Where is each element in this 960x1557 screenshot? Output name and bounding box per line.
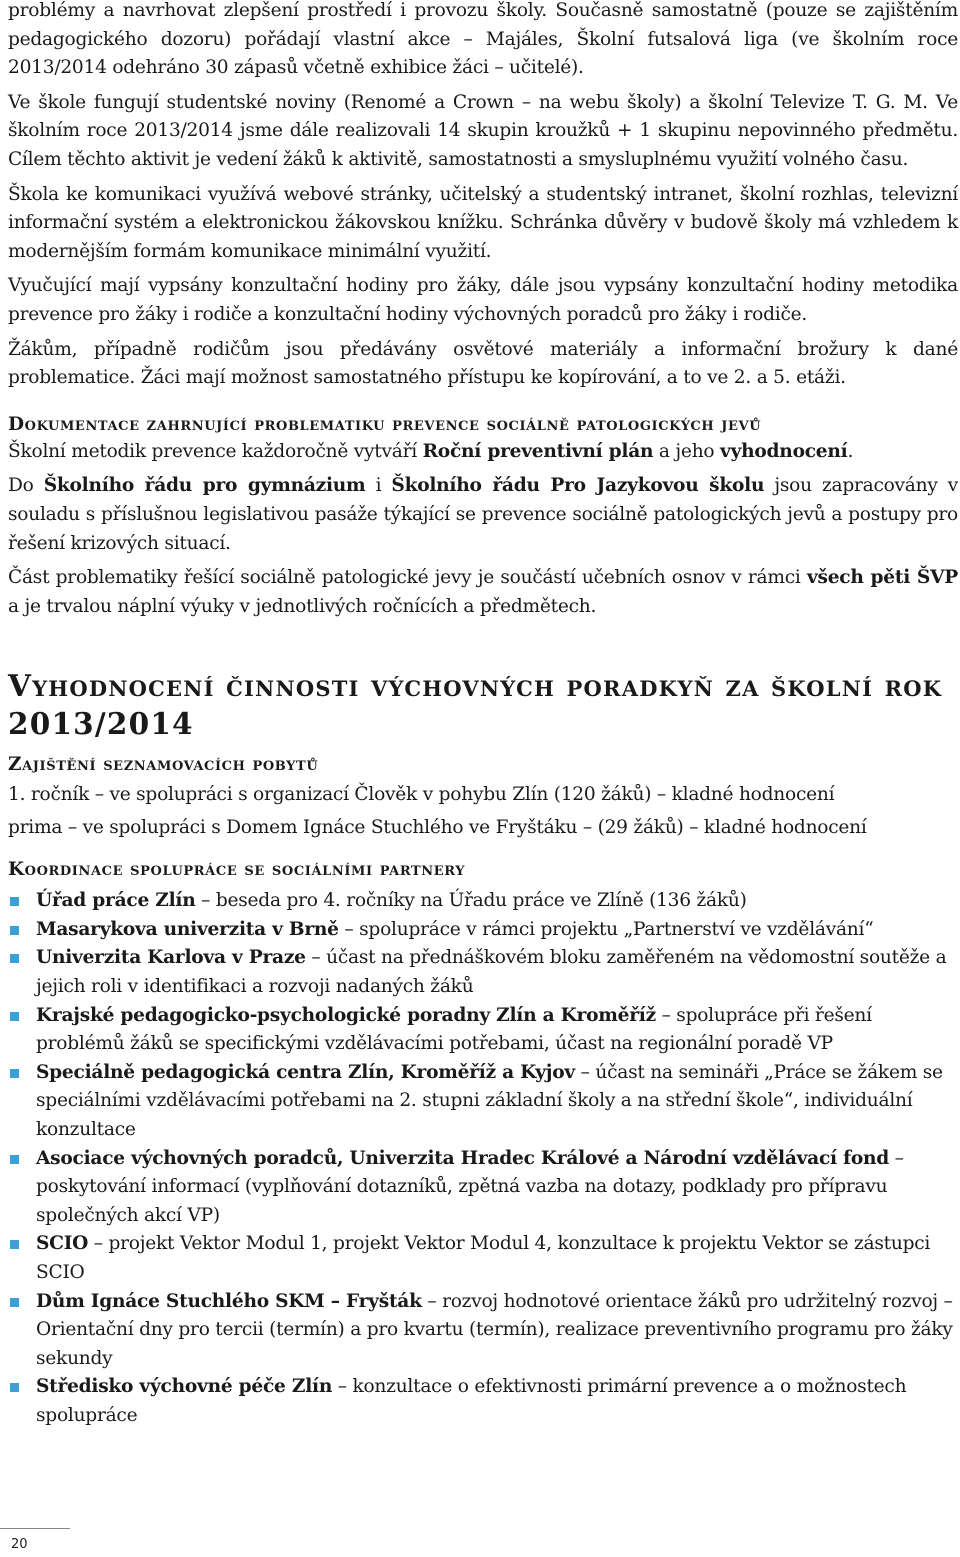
partner-name: Středisko výchovné péče Zlín: [36, 1376, 333, 1398]
documentation-paragraph-1: [8, 438, 958, 467]
stay-item: prima – ve spolupráci s Domem Ignáce Stuchlého ve Fryštáku – (29 žáků) – kladné hodnocení: [8, 817, 867, 839]
text-segment: a je trvalou náplní výuky v jednotlivých ročnících a předmětech.: [8, 595, 597, 617]
footer-divider: [0, 1528, 70, 1529]
square-bullet-icon: [10, 1012, 19, 1021]
page-number: 20: [11, 1537, 28, 1552]
square-bullet-icon: [10, 1069, 19, 1078]
bold-segment: vyhodnocení: [720, 440, 848, 462]
partner-item: [8, 887, 958, 916]
partner-description: – spolupráce v rámci projektu „Partnerství ve vzdělávání“: [338, 918, 874, 940]
intro-paragraph-2: Ve škole fungují studentské noviny (Renomé a Crown – na webu školy) a školní Televize T. G. M. Ve školním roce 2013/2014 jsme dále realizovali 14 skupin kroužků + 1 skupinu nepovinného předmětu. Cílem těchto aktivit je vedení žáků k aktivitě, samostatnosti a smysluplnému využití volného času.: [8, 91, 958, 170]
bold-segment: Školního řádu pro gymnázium: [43, 475, 366, 497]
documentation-heading: Dokumentace zahrnující problematiku prevence sociálně patologických jevů: [8, 413, 762, 435]
square-bullet-icon: [10, 1383, 19, 1392]
evaluation-heading: Vyhodnocení činnosti výchovných poradkyň za školní rok 2013/2014: [8, 668, 943, 742]
bold-segment: Školního řádu Pro Jazykovou školu: [391, 475, 765, 497]
text-segment: a jeho: [653, 440, 721, 462]
text-segment: Do: [8, 475, 44, 497]
documentation-paragraph-2: [8, 472, 958, 558]
partner-name: Speciálně pedagogická centra Zlín, Kroměříž a Kyjov: [36, 1061, 575, 1083]
text-segment: Školní metodik prevence každoročně vytváří: [8, 440, 423, 462]
partner-name: Univerzita Karlova v Praze: [36, 947, 306, 969]
partner-description: – účast na semináři „Práce se žákem se speciálními vzdělávacími potřebami na 2. stupni základní školy a na střední škole“, individuální konzultace: [36, 1061, 943, 1141]
partner-item: [8, 1230, 958, 1287]
bold-segment: Roční preventivní plán: [422, 440, 654, 462]
partner-name: Krajské pedagogicko-psychologické poradny Zlín a Kroměříž: [36, 1004, 656, 1026]
intro-paragraph-5: Žákům, případně rodičům jsou předávány osvětové materiály a informační brožury k dané problematice. Žáci mají možnost samostatného přístupu ke kopírování, a to ve 2. a 5. etáži.: [8, 338, 958, 389]
partner-description: – účast na přednáškovém bloku zaměřeném na vědomostní soutěže a jejich roli v identifikaci a rozvoji nadaných žáků: [36, 947, 947, 998]
square-bullet-icon: [10, 954, 19, 963]
partner-item: [8, 1373, 958, 1430]
text-segment: i: [365, 475, 392, 497]
intro-paragraph-3: Škola ke komunikaci využívá webové stránky, učitelský a studentský intranet, školní rozhlas, televizní informační systém a elektronickou žákovskou knížku. Schránka důvěry v budově školy má vzhledem k modernějším formám komunikace minimální využití.: [8, 183, 958, 262]
partner-description: – projekt Vektor Modul 1, projekt Vektor Modul 4, konzultace k projektu Vektor se zástupci SCIO: [36, 1233, 931, 1283]
partners-heading: Koordinace spolupráce se sociálními partnery: [8, 859, 466, 881]
text-segment: jsou zapracovány v souladu s příslušnou legislativou pasáže týkající se prevence sociálně patologických jevů a postupy pro řešení krizových situací.: [8, 475, 958, 554]
square-bullet-icon: [10, 1240, 19, 1249]
partner-description: – rozvoj hodnotové orientace žáků pro udržitelný rozvoj – Orientační dny pro tercii (termín) a pro kvartu (termín), realizace preventivního programu pro žáky sekundy: [36, 1290, 953, 1369]
text-segment: .: [847, 440, 854, 462]
square-bullet-icon: [10, 1298, 19, 1307]
stays-heading: Zajištění seznamovacích pobytů: [8, 754, 319, 776]
partner-description: – konzultace o efektivnosti primární prevence a o možnostech spolupráce: [36, 1376, 907, 1426]
partner-item: [8, 916, 958, 945]
partner-item: [8, 1059, 958, 1145]
square-bullet-icon: [10, 897, 19, 906]
stay-item: 1. ročník – ve spolupráci s organizací Člověk v pohybu Zlín (120 žáků) – kladné hodnocení: [8, 784, 835, 806]
partner-item: [8, 1145, 958, 1231]
square-bullet-icon: [10, 1155, 19, 1164]
text-segment: Část problematiky řešící sociálně patologické jevy je součástí učebních osnov v rámci: [8, 567, 807, 589]
documentation-paragraph-3: [8, 564, 958, 621]
partner-name: Masarykova univerzita v Brně: [36, 918, 339, 940]
partner-item: [8, 944, 958, 1001]
partner-name: Úřad práce Zlín: [36, 890, 196, 912]
stays-list: [8, 778, 958, 844]
partner-description: – spolupráce při řešení problémů žáků se specifickými vzdělávacími potřebami, účast na regionální poradě VP: [36, 1004, 872, 1055]
partner-name: Dům Ignáce Stuchlého SKM – Fryšták: [36, 1290, 422, 1312]
intro-paragraph-1: problémy a navrhovat zlepšení prostředí i provozu školy. Současně samostatně (pouze se zajištěním pedagogického dozoru) pořádají vlastní akce – Majáles, Školní futsalová liga (ve školním roce 2013/2014 odehráno 30 zápasů včetně exhibice žáci – učitelé).: [8, 0, 958, 79]
document-page: [8, 0, 958, 1431]
intro-paragraph-4: Vyučující mají vypsány konzultační hodiny pro žáky, dále jsou vypsány konzultační hodiny metodika prevence pro žáky i rodiče a konzultační hodiny výchovných poradců pro žáky i rodiče.: [8, 275, 958, 325]
partner-item: [8, 1288, 958, 1374]
partner-description: – poskytování informací (vyplňování dotazníků, zpětná vazba na dotazy, podklady pro přípravu společných akcí VP): [36, 1147, 904, 1226]
partner-name: Asociace výchovných poradců, Univerzita Hradec Králové a Národní vzdělávací fond: [36, 1147, 890, 1169]
partner-name: SCIO: [36, 1233, 89, 1255]
partner-description: – beseda pro 4. ročníky na Úřadu práce ve Zlíně (136 žáků): [195, 890, 747, 912]
bold-segment: všech pěti ŠVP: [806, 567, 958, 589]
square-bullet-icon: [10, 926, 19, 935]
partners-list: [8, 887, 958, 1430]
partner-item: [8, 1002, 958, 1059]
